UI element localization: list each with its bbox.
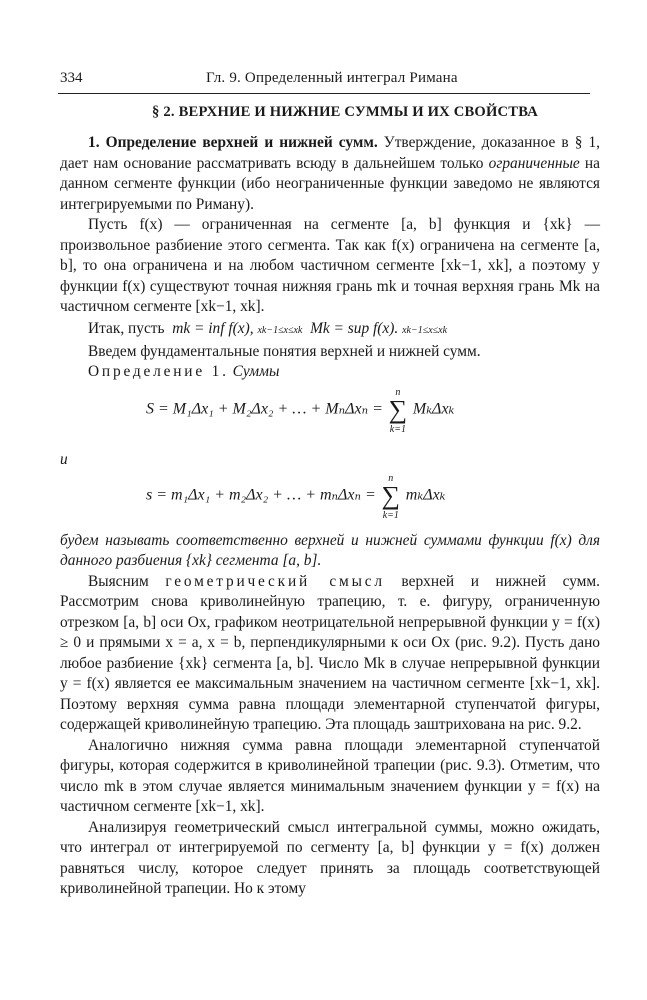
formula-sup: Mk = sup f(x). xyxy=(310,319,399,337)
formula-sup-subscript: xk−1≤x≤xk xyxy=(402,324,448,336)
paragraph-lower-sum-area: Аналогично нижняя сумма равна площади элементарной ступенчатой фигуры, которая содержится в криволинейной трапеции (рис. 9.3). Отметим, что число mk в этом случае является минимальным значением функции y = f(x) на частичном сегменте [xk−1, xk]. xyxy=(60,736,600,815)
sigma-icon: n ∑ k=1 xyxy=(380,483,402,509)
paragraph-integral-area: Анализируя геометрический смысл интегральной суммы, можно ожидать, что интеграл от интегрируемой по сегменту [a, b] функции y = f(x) должен равняться числу, которое следует принять за площадь соответствующей криволинейной трапеции. Но к этому xyxy=(60,818,600,897)
formula-upper-sum-lhs: S = M₁Δx₁ + M₂Δx₂ + … + MₙΔxₙ = xyxy=(146,400,383,418)
paragraph-text: Выясним xyxy=(88,572,166,590)
formula-lower-sum xyxy=(86,469,600,531)
sum-lower-limit: k=1 xyxy=(389,423,406,435)
paragraph-geometric-meaning xyxy=(60,572,600,736)
running-title: Гл. 9. Определенный интеграл Римана xyxy=(206,70,458,86)
conjunction: и xyxy=(60,450,68,468)
paragraph-definition-intro xyxy=(60,133,600,215)
spaced-emphasis: геометрический смысл xyxy=(165,572,385,590)
subsection-heading: 1. Определение верхней и нижней сумм. xyxy=(88,134,378,151)
sigma-icon: n ∑ k=1 xyxy=(387,397,409,423)
formula-upper-sum xyxy=(86,383,600,445)
formula-upper-sum-expression xyxy=(146,386,455,435)
sum-upper-limit: n xyxy=(388,472,394,484)
header-rule xyxy=(58,93,590,94)
formula-lower-sum-rhs: mₖΔxₖ xyxy=(405,486,446,504)
paragraph-text: Итак, пусть xyxy=(88,319,165,337)
definition-label-line xyxy=(60,362,600,383)
formula-lower-sum-expression xyxy=(146,472,446,521)
page-number: 334 xyxy=(60,70,83,86)
paragraph-introduce-concepts: Введем фундаментальные понятия верхней и нижней сумм. xyxy=(88,342,481,360)
emphasis-text: ограниченные xyxy=(488,154,580,172)
paragraph-inf-sup xyxy=(60,318,600,342)
paragraph-text: на данном сегменте функции (ибо неограниченные функции заведомо не являются интегрируемыми по Риману). xyxy=(60,154,600,213)
definition-text: Суммы xyxy=(228,363,280,380)
paragraph-text: Утверждение, доказанное в § 1, дает нам основание рассматривать всюду в дальнейшем только xyxy=(60,134,600,172)
formula-inf: mk = inf f(x), xyxy=(172,319,254,337)
formula-upper-sum-rhs: MₖΔxₖ xyxy=(412,400,455,418)
definition-label: Определение 1. xyxy=(88,363,229,380)
sum-lower-limit: k=1 xyxy=(382,509,399,521)
paragraph-text: верхней и нижней сумм. Рассмотрим снова криволинейную трапецию, т. е. фигуру, ограниченную отрезком [a, b] оси Ox, графиком неотрицательной непрерывной функции y = f(x) ≥ 0 и прямыми x = a, x = b, перпендикулярными к оси Ox (рис. 9.2). Пусть дано любое разбиение {xk} сегмента [a, b]. Число Mk в случае непрерывной функции y = f(x) является ее максимальным значением на частичном сегменте [xk−1, xk]. Поэтому верхняя сумма равна площади элементарной ступенчатой фигуры, содержащей криволинейную трапецию. Эта площадь заштрихована на рис. 9.2. xyxy=(60,572,601,733)
formula-lower-sum-lhs: s = m₁Δx₁ + m₂Δx₂ + … + mₙΔxₙ = xyxy=(146,486,376,504)
definition-body xyxy=(60,531,600,572)
paragraph-bounded-function: Пусть f(x) — ограниченная на сегменте [a, b] функция и {xk} — произвольное разбиение этого сегмента. Так как f(x) ограничена на сегменте [a, b], то она ограничена и на любом частичном сегменте [xk−1, xk], а поэтому у функции f(x) существуют точная нижняя грань mk и точная верхняя грань Mk на частичном сегменте [xk−1, xk]. xyxy=(60,216,600,315)
sum-upper-limit: n xyxy=(395,386,401,398)
formula-inf-subscript: xk−1≤x≤xk xyxy=(257,324,303,336)
section-title: § 2. ВЕРХНИЕ И НИЖНИЕ СУММЫ И ИХ СВОЙСТВА xyxy=(152,104,538,120)
definition-body-text: будем называть соответственно верхней и нижней суммами функции f(x) для данного разбиения {xk} сегмента [a, b]. xyxy=(60,531,600,569)
page-body xyxy=(60,104,601,900)
